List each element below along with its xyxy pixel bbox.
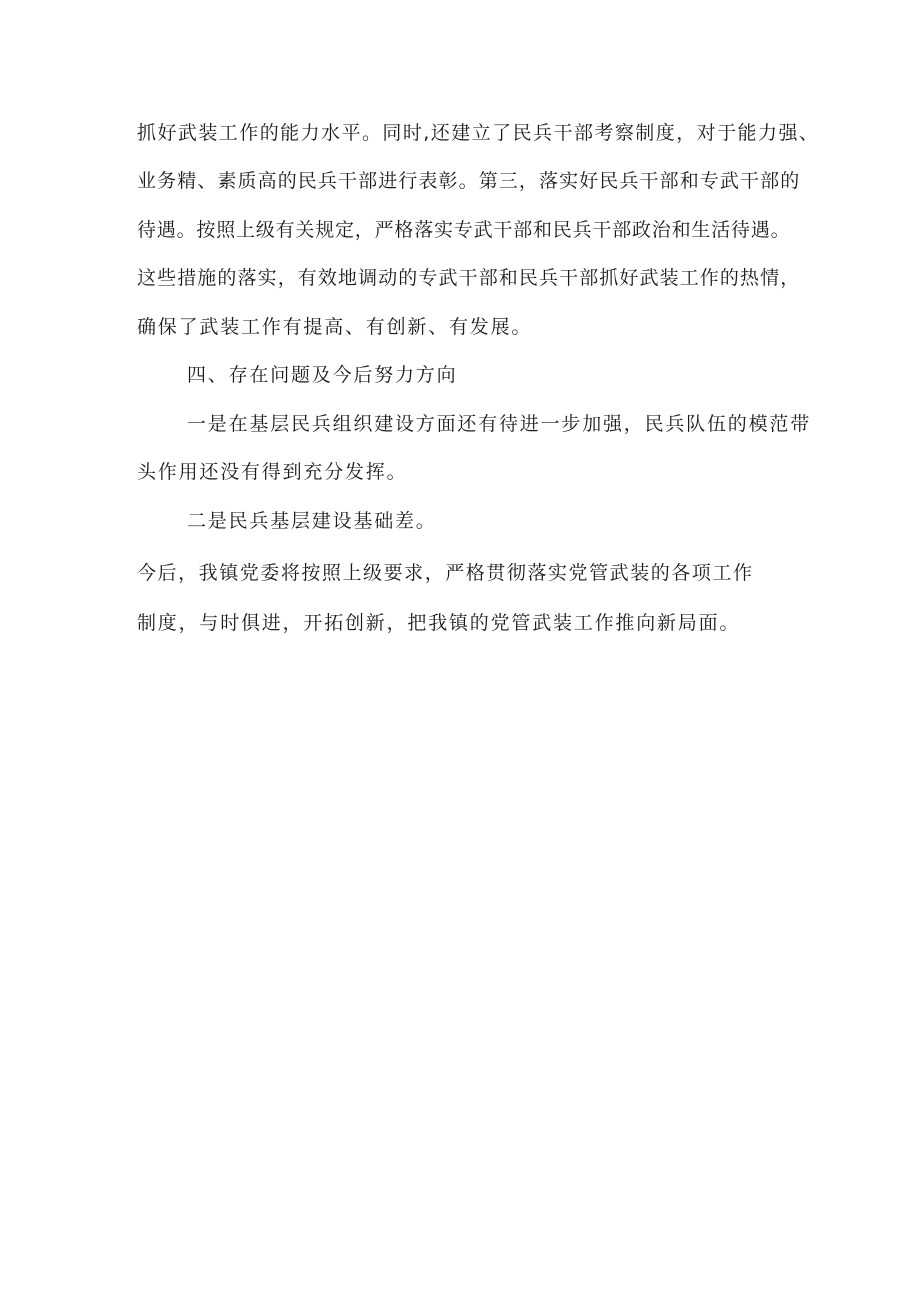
paragraph-line: 头作用还没有得到充分发挥。 xyxy=(137,461,408,483)
section-heading: 四、存在问题及今后努力方向 xyxy=(187,364,458,386)
paragraph-line: 业务精、素质高的民兵干部进行表彰。第三，落实好民兵干部和专武干部的 xyxy=(137,170,801,192)
paragraph-line: 今后，我镇党委将按照上级要求，严格贯彻落实党管武装的各项工作 xyxy=(137,562,754,584)
paragraph-line: 待遇。按照上级有关规定，严格落实专武干部和民兵干部政治和生活待遇。 xyxy=(137,219,791,241)
paragraph-line: 这些措施的落实，有效地调动的专武干部和民兵干部抓好武装工作的热情， xyxy=(137,267,801,289)
paragraph-line: 二是民兵基层建设基础差。 xyxy=(187,510,437,532)
paragraph-line: 确保了武装工作有提高、有创新、有发展。 xyxy=(137,316,533,338)
paragraph-line: 抓好武装工作的能力水平。同时,还建立了民兵干部考察制度，对于能力强、 xyxy=(137,122,820,144)
paragraph-line: 一是在基层民兵组织建设方面还有待进一步加强，民兵队伍的模范带 xyxy=(187,413,812,435)
paragraph-line: 制度，与时俱进，开拓创新，把我镇的党管武装工作推向新局面。 xyxy=(137,612,741,634)
